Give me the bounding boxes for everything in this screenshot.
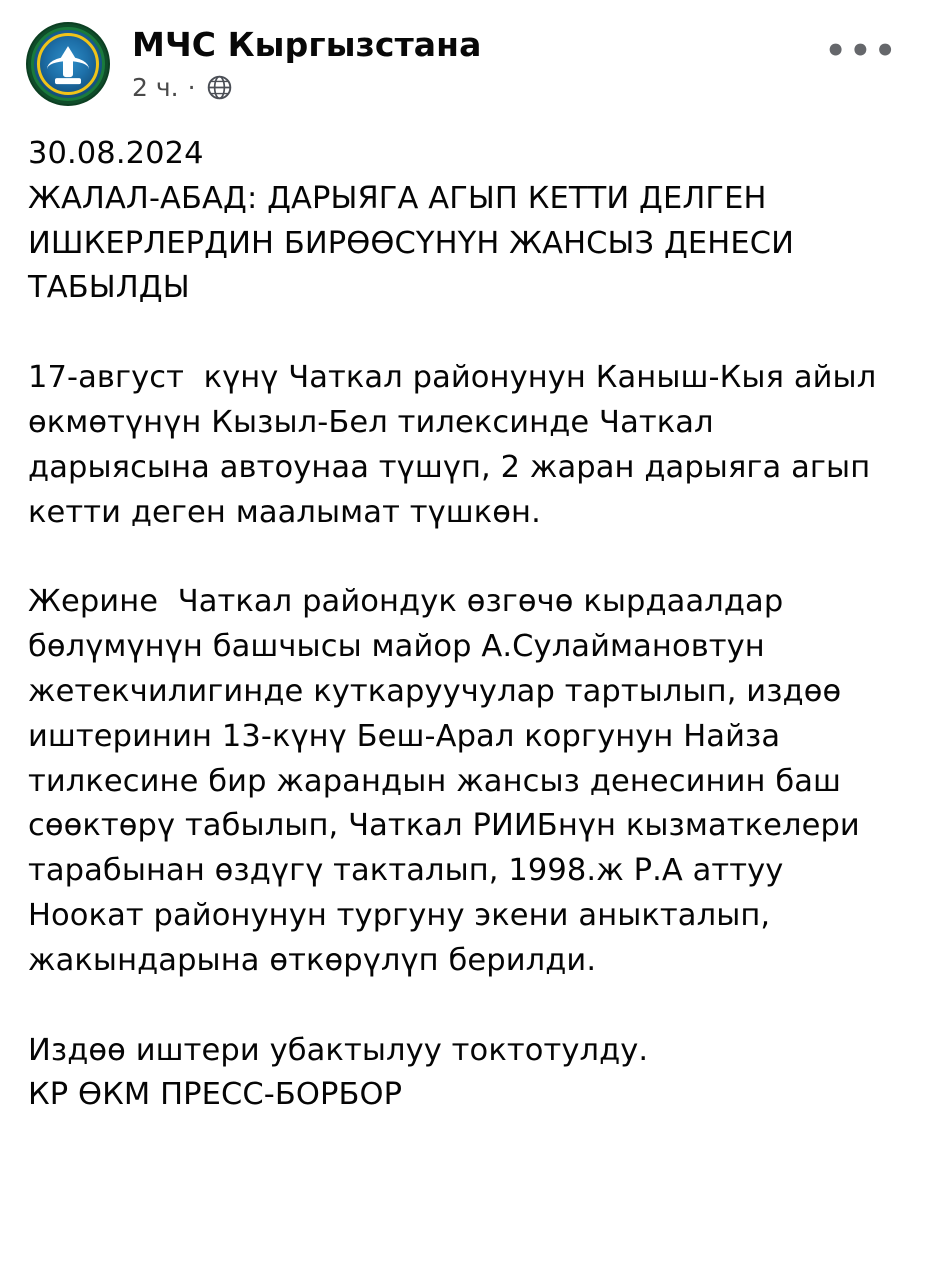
torch-icon <box>63 55 73 77</box>
meta-separator: · <box>187 72 196 102</box>
emblem-base <box>55 78 81 84</box>
post-signature: КР ӨКМ ПРЕСС-БОРБОР <box>28 1077 403 1113</box>
spacer-1 <box>28 311 901 356</box>
spacer-2 <box>28 535 901 580</box>
avatar[interactable] <box>26 22 110 106</box>
spacer-3 <box>28 984 901 1029</box>
post-timestamp[interactable]: 2 ч. <box>132 72 179 102</box>
mchs-emblem-icon <box>46 40 90 86</box>
post-date: 30.08.2024 <box>28 136 204 171</box>
post-paragraph-3: Издөө иштери убактылуу токтотулду. <box>28 1032 649 1068</box>
post-body <box>0 106 927 1118</box>
globe-icon[interactable] <box>206 74 233 101</box>
post-author-block <box>132 22 815 101</box>
post-paragraph-2: Жерине Чаткал райондук өзгөчө кырдаалдар бөлүмүнүн башчысы майор А.Сулаймановтун жетекчилигинде куткаруучулар тартылып, издөө иштеринин 13-күнү Беш-Арал коргунун Найза тилкесине бир жарандын жансыз денесинин баш сөөктөрү табылып, Чаткал РИИБнүн кызматкелери тарабынан өздүгү такталып, 1998.ж Р.А аттуу Ноокат районунун тургуну экени аныкталып, жакындарына өткөрүлүп берилди. <box>28 584 870 978</box>
post-headline: ЖАЛАЛ-АБАД: ДАРЫЯГА АГЫП КЕТТИ ДЕЛГЕН ИШКЕРЛЕРДИН БИРӨӨСҮНҮН ЖАНСЫЗ ДЕНЕСИ ТАБЫЛДЫ <box>28 180 804 306</box>
post-paragraph-1: 17-август күнү Чаткал районунун Каныш-Кыя айыл өкмөтүнүн Кызыл-Бел тилексинде Чаткал дарыясына автоунаа түшүп, 2 жаран дарыяга агып кетти деген маалымат түшкөн. <box>28 360 890 530</box>
more-options-icon[interactable]: ••• <box>824 31 899 71</box>
post-header <box>0 0 927 106</box>
post-meta <box>132 74 815 101</box>
page-name[interactable]: МЧС Кыргызстана <box>132 25 482 64</box>
